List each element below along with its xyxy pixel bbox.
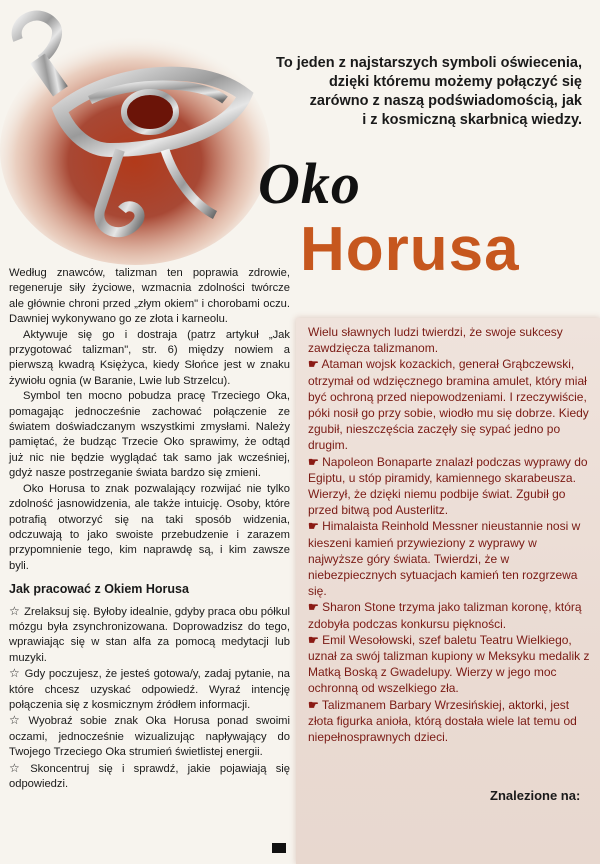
list-item-text: Napoleon Bonaparte znalazł podczas wyprawy do Egiptu, u stóp piramidy, kamiennego skarabeusza. Wierzył, że dzięki niemu podbije świat. Zgubił go przed bitwą pod Austerlitz.: [308, 454, 588, 518]
sidebar-intro: Wielu sławnych ludzi twierdzi, że swoje sukcesy zawdzięcza talizmanom.: [308, 325, 563, 356]
paragraph: Oko Horusa to znak pozwalający rozwijać nie tylko zdolność jasnowidzenia, ale także intuicję. Osoby, które potrafią otworzyć się na taki sposób widzenia, odczuwają to jako swoiste przebudzenie i zarazem przypomnienie tego, kim naprawdę są, i kim zawsze byli.: [9, 482, 290, 572]
paragraph: Symbol ten mocno pobudza pracę Trzeciego Oka, pomagając jednocześnie zachować połączenie ze światem doświadczanym wszystkimi zmysłami. Należy pamiętać, że budząc Trzecie Oko sprawimy, że odtąd już nic nie będzie wyglądać tak samo jak wcześniej, gdyż nasze postrzeganie świata bardzo się zmieni.: [9, 390, 290, 480]
step-text: Wyobraź sobie znak Oka Horusa ponad swoimi oczami, jednocześnie wizualizując napływający do Twojego Trzeciego Oka strumień świetlistej energii.: [9, 715, 290, 759]
paragraph: Według znawców, talizman ten poprawia zdrowie, regeneruje siły życiowe, wzmacnia zdolności twórcze ale głównie chroni przed „złym okiem" i chorobami oczu. Dawniej wykonywano go ze złota i karneolu.: [9, 267, 290, 326]
list-item: [308, 518, 590, 599]
list-item-text: Emil Wesołowski, szef baletu Teatru Wielkiego, uznał za swój talizman kupiony w Meksyku medalik z Matką Boską z Gwadelupy. Wierzy w jego moc ochronną od wszelkiego zła.: [308, 632, 590, 696]
step-item: [9, 666, 290, 713]
step-text: Gdy poczujesz, że jesteś gotowa/y, zadaj pytanie, na które chcesz uzyskać odpowiedź. Wyraź intencję połączenia się z kosmicznym źródłem informacji.: [9, 668, 291, 711]
list-item-text: Himalaista Reinhold Messner nieustannie nosi w kieszeni kamień przywieziony z wyprawy w najwyższe góry świata. Twierdzi, że w niebezpiecznych sytuacjach kamień ten rozgrzewa się.: [308, 519, 581, 599]
list-item: [308, 599, 590, 631]
pointing-hand-icon: ☛: [308, 519, 319, 534]
eye-of-horus-pendant-image: [0, 0, 270, 265]
star-icon: ☆: [9, 666, 20, 681]
pointing-hand-icon: ☛: [308, 454, 319, 469]
section-heading: Jak pracować z Okiem Horusa: [9, 582, 189, 597]
famous-people-column: [308, 324, 590, 745]
end-mark-icon: [272, 843, 286, 853]
list-item: [308, 632, 590, 697]
list-item: [308, 697, 590, 746]
list-item-text: Sharon Stone trzyma jako talizman koronę, którą zdobyła podczas konkursu piękności.: [308, 600, 582, 631]
list-item: [308, 356, 590, 453]
title-oko: Oko: [258, 151, 361, 216]
star-icon: ☆: [9, 603, 20, 618]
step-item: [9, 761, 290, 793]
intro-line: zarówno z naszą podświadomością, jak: [309, 93, 582, 109]
list-item: [308, 454, 590, 519]
title-horusa: Horusa: [300, 215, 520, 284]
left-column: [9, 266, 290, 792]
star-icon: ☆: [9, 713, 20, 728]
step-item: [9, 604, 290, 667]
step-text: Skoncentruj się i sprawdź, jakie pojawiają się odpowiedzi.: [9, 762, 290, 790]
pointing-hand-icon: ☛: [308, 632, 319, 647]
intro-line: To jeden z najstarszych symboli oświecenia,: [276, 55, 582, 71]
pointing-hand-icon: ☛: [308, 697, 319, 712]
pointing-hand-icon: ☛: [308, 600, 319, 615]
list-item-text: Talizmanem Barbary Wrzesińskiej, aktorki, jest złota figurka anioła, którą dostała wiele lat temu od niepełnosprawnych dzieci.: [308, 697, 577, 745]
intro-line: i z kosmiczną skarbnicą wiedzy.: [362, 112, 582, 128]
star-icon: ☆: [9, 760, 20, 775]
pointing-hand-icon: ☛: [308, 357, 319, 372]
step-item: [9, 713, 290, 760]
intro-line: dzięki któremu możemy połączyć się: [328, 74, 582, 90]
intro-text: [202, 54, 582, 130]
list-item-text: Ataman wojsk kozackich, generał Grąbczewski, otrzymał od wdzięcznego bramina amulet, który miał być ochroną przed niepowodzeniami. I rzeczywiście, póki nosił go przy sobie, wiodło mu się dobrze. Kiedy zgubił, nieszczęścia zaczęły się sypać jedno po drugim.: [308, 357, 589, 453]
step-text: Zrelaksuj się. Byłoby idealnie, gdyby praca obu półkul mózgu była zsynchronizowana. Doprowadzisz do tego, wprawiając się w stan alfa za pomocą medytacji lub muzyki.: [9, 605, 290, 664]
paragraph: Aktywuje się go i dostraja (patrz artykuł „Jak przygotować talizman", str. 6) między nowiem a pierwszą kwadrą Księżyca, kiedy Słońce jest w znaku żywiołu ognia (w Baranie, Lwie lub Strzelcu).: [9, 328, 290, 387]
found-on-label: Znalezione na:: [490, 788, 581, 803]
